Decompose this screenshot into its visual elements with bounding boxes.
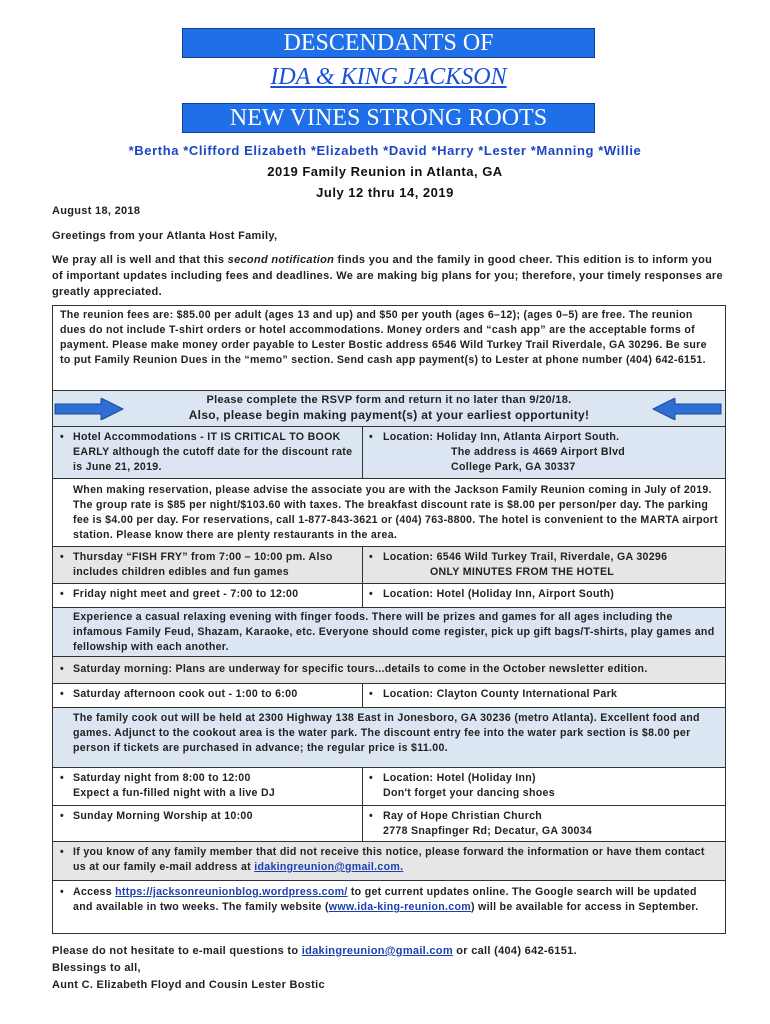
- bullet-icon: •: [60, 886, 65, 898]
- friday-left: • Friday night meet and greet - 7:00 to 12:00: [53, 584, 363, 607]
- hotel-detail: When making reservation, please advise the associate you are with the Jackson Family Reunion coming in July of 2019. The group rate is $85 per night/$103.60 with taxes. The breakfast discount rate is $8.00 per person/per day. The parking fee is $4.00 per day. For reservations, call 1-877-843-3621 or (404) 763-8800. The hotel is convenient to the MARTA airport station. Please know there are plenty restaurants in the area.: [53, 478, 725, 546]
- intro-emphasis: second notification: [227, 254, 335, 266]
- friday-right: • Location: Hotel (Holiday Inn, Airport South): [369, 588, 615, 600]
- cookout-right: • Location: Clayton County International Park: [369, 688, 618, 700]
- closing-line: Please do not hesitate to e-mail questions to idakingreunion@gmail.com or call (404) 642-6151.: [52, 945, 577, 957]
- bullet-icon: •: [369, 810, 374, 822]
- signature: Aunt C. Elizabeth Floyd and Cousin Lester Bostic: [52, 979, 325, 991]
- bullet-icon: •: [60, 588, 65, 600]
- closing-email-link[interactable]: idakingreunion@gmail.com: [301, 945, 453, 957]
- hotel-row: [53, 426, 725, 478]
- title-banner-1: DESCENDANTS OF: [182, 28, 595, 58]
- bullet-icon: •: [369, 772, 374, 784]
- rsvp-row: [53, 390, 725, 426]
- event-dates: July 12 thru 14, 2019: [316, 185, 454, 200]
- letter-date: August 18, 2018: [52, 205, 141, 217]
- bullet-icon: •: [60, 551, 65, 563]
- notice-row: • If you know of any family member that did not receive this notice, please forward the information or have them contact us at our family e-mail address at idakingreunion@gmail.com.: [53, 841, 725, 880]
- fees-text: The reunion fees are: $85.00 per adult (ages 13 and up) and $50 per youth (ages 6–12); (ages 0–5) are free. The reunion dues do not include T-shirt orders or hotel accommodations. Money orders and “cash app” are the acceptable forms of payment. Please make money order payable to Lester Bostic address 6546 Wild Turkey Trail Riverdale, GA 30296. Be sure to put Family Reunion Dues in the “memo” section. Send cash app payment(s) to Lester at phone number (404) 642-6151.: [60, 309, 707, 366]
- blessing: Blessings to all,: [52, 962, 141, 974]
- rsvp-deadline: Please complete the RSVP form and return it no later than 9/20/18.: [206, 394, 572, 406]
- info-table: [52, 305, 726, 934]
- cookout-row: [53, 683, 725, 707]
- bullet-icon: •: [60, 688, 65, 700]
- bullet-icon: •: [369, 551, 374, 563]
- friday-row: [53, 583, 725, 607]
- saturday-morning-row: • Saturday morning: Plans are underway for specific tours...details to come in the October newsletter edition.: [53, 656, 725, 683]
- hotel-left: • Hotel Accommodations - IT IS CRITICAL TO BOOK EARLY although the cutoff date for the discount rate is June 21, 2019.: [53, 427, 363, 478]
- hotel-right: • Location: Holiday Inn, Atlanta Airport South. The address is 4669 Airport Blvd College Park, GA 30337: [369, 431, 626, 473]
- thursday-left: • Thursday “FISH FRY” from 7:00 – 10:00 pm. Also includes children edibles and fun games: [53, 547, 363, 583]
- friday-detail: Experience a casual relaxing evening with finger foods. There will be prizes and games for all ages including the infamous Family Feud, Shazam, Karaoke, etc. Everyone should come register, pick up gift bags/T-shirts, play games and fellowship with each another.: [53, 607, 725, 656]
- bullet-icon: •: [369, 431, 374, 443]
- cookout-detail: The family cook out will be held at 2300 Highway 138 East in Jonesboro, GA 30236 (metro Atlanta). Excellent food and games. Adjunct to the cookout area is the water park. The discount entry fee into the water park section is $8.00 per person if tickets are purchased in advance; the regular price is $11.00.: [53, 707, 725, 767]
- right-arrow-icon: [53, 398, 125, 420]
- blog-row: • Access https://jacksonreunionblog.wordpress.com/ to get current updates online. The Google search will be updated and available in two weeks. The family website (www.ida-king-reunion.com) will be available for access in September.: [53, 880, 725, 933]
- sunday-row: [53, 805, 725, 841]
- bullet-icon: •: [60, 431, 65, 443]
- bullet-icon: •: [60, 772, 65, 784]
- thursday-row: [53, 546, 725, 583]
- left-arrow-icon: [651, 398, 723, 420]
- thursday-right: • Location: 6546 Wild Turkey Trail, Riverdale, GA 30296 ONLY MINUTES FROM THE HOTEL: [369, 551, 668, 578]
- bullet-icon: •: [369, 588, 374, 600]
- sunday-right: • Ray of Hope Christian Church 2778 Snapfinger Rd; Decatur, GA 30034: [369, 810, 593, 837]
- saturday-night-left: • Saturday night from 8:00 to 12:00 Expect a fun-filled night with a live DJ: [53, 768, 363, 805]
- family-website-link[interactable]: www.ida-king-reunion.com: [328, 901, 471, 913]
- family-email-link[interactable]: idakingreunion@gmail.com.: [254, 861, 404, 873]
- sunday-left: • Sunday Morning Worship at 10:00: [53, 806, 363, 841]
- event-title: 2019 Family Reunion in Atlanta, GA: [267, 164, 503, 179]
- rsvp-payment: Also, please begin making payment(s) at your earliest opportunity!: [188, 408, 590, 422]
- blog-link[interactable]: https://jacksonreunionblog.wordpress.com/: [115, 886, 348, 898]
- saturday-night-row: [53, 767, 725, 805]
- bullet-icon: •: [60, 663, 65, 675]
- bullet-icon: •: [60, 810, 65, 822]
- title-script: IDA & KING JACKSON: [270, 64, 507, 90]
- fees-row: [53, 306, 725, 390]
- bullet-icon: •: [369, 688, 374, 700]
- saturday-night-right: • Location: Hotel (Holiday Inn) Don't forget your dancing shoes: [369, 772, 555, 799]
- family-names: *Bertha *Clifford Elizabeth *Elizabeth *David *Harry *Lester *Manning *Willie: [128, 143, 642, 158]
- cookout-left: • Saturday afternoon cook out - 1:00 to 6:00: [53, 684, 363, 707]
- bullet-icon: •: [60, 846, 65, 858]
- greeting: Greetings from your Atlanta Host Family,: [52, 230, 278, 242]
- title-banner-2: NEW VINES STRONG ROOTS: [182, 103, 595, 133]
- intro-paragraph: We pray all is well and that this second notification finds you and the family in good cheer. This edition is to inform you of important updates including fees and deadlines. We are making big plans for you; therefore, your timely responses are greatly appreciated.: [52, 254, 723, 298]
